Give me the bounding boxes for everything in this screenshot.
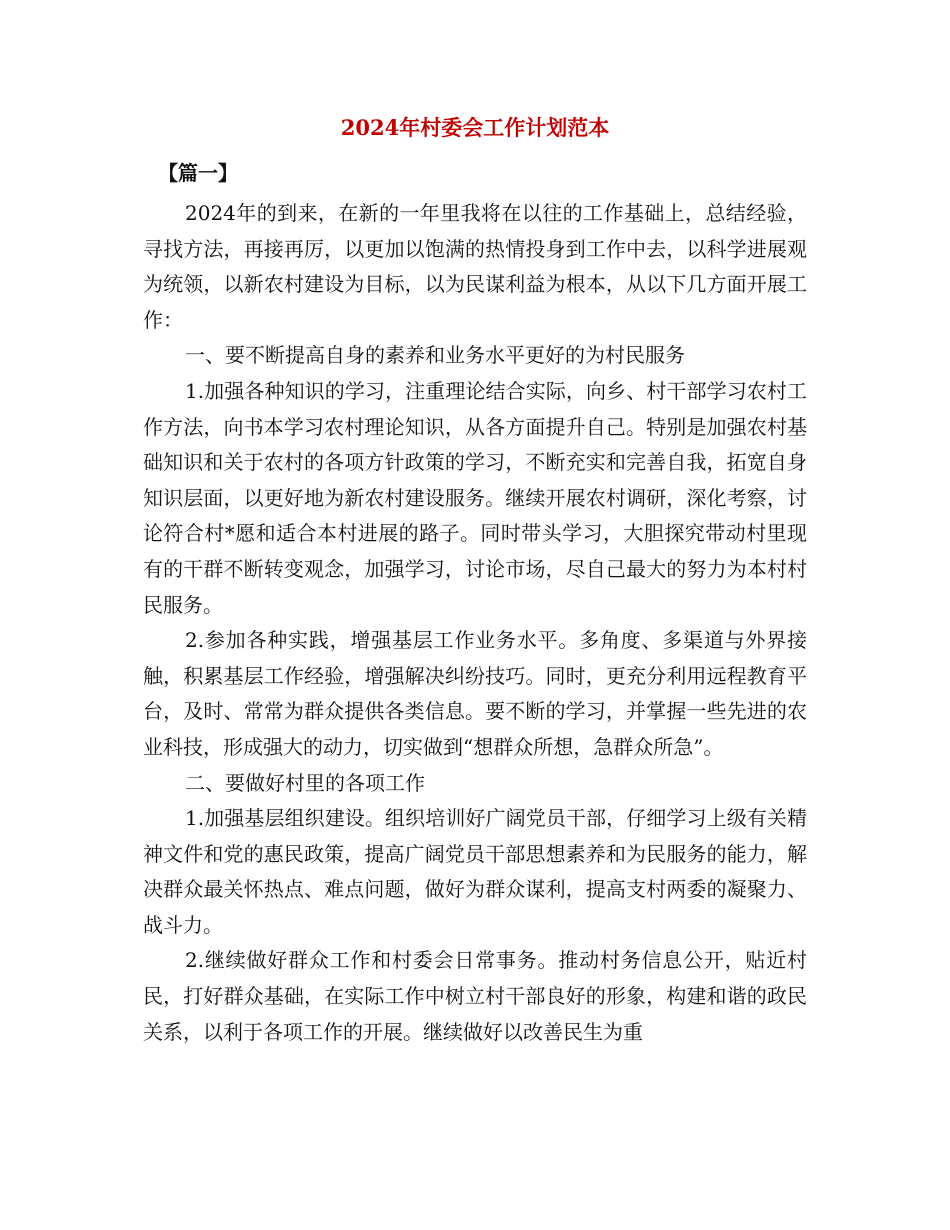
document-body [143, 196, 807, 1050]
section-label: 【篇一】 [158, 161, 238, 185]
paragraph-item-2-1: 1.加强基层组织建设。组织培训好广阔党员干部，仔细学习上级有关精神文件和党的惠民政策，提高广阔党员干部思想素养和为民服务的能力，解决群众最关怀热点、难点问题，做好为群众谋利，提高支村两委的凝聚力、战斗力。 [143, 806, 807, 937]
heading-section-one: 一、要不断提高自身的素养和业务水平更好的为村民服务 [185, 343, 685, 368]
paragraph-item-1-1: 1.加强各种知识的学习，注重理论结合实际，向乡、村干部学习农村工作方法，向书本学习农村理论知识，从各方面提升自己。特别是加强农村基础知识和关于农村的各项方针政策的学习，不断充实和完善自我，拓宽自身知识层面，以更好地为新农村建设服务。继续开展农村调研，深化考察，讨论符合村*愿和适合本村进展的路子。同时带头学习，大胆探究带动村里现有的干群不断转变观念，加强学习，讨论市场，尽自己最大的努力为本村村民服务。 [143, 378, 807, 617]
paragraph-item-1-2: 2.参加各种实践，增强基层工作业务水平。多角度、多渠道与外界接触，积累基层工作经验，增强解决纠纷技巧。同时，更充分利用远程教育平台，及时、常常为群众提供各类信息。要不断的学习，并掌握一些先进的农业科技，形成强大的动力，切实做到“想群众所想，急群众所急”。 [143, 628, 807, 759]
paragraph-intro: 2024年的到来，在新的一年里我将在以往的工作基础上，总结经验，寻找方法，再接再厉，以更加以饱满的热情投身到工作中去，以科学进展观为统领，以新农村建设为目标，以为民谋利益为根本，从以下几方面开展工作： [143, 201, 807, 332]
heading-section-two: 二、要做好村里的各项工作 [185, 770, 425, 795]
document-title: 2024年村委会工作计划范本 [340, 115, 610, 140]
paragraph-item-2-2: 2.继续做好群众工作和村委会日常事务。推动村务信息公开，贴近村民，打好群众基础，在实际工作中树立村干部良好的形象，构建和谐的政民关系，以利于各项工作的开展。继续做好以改善民生为重 [143, 948, 807, 1044]
